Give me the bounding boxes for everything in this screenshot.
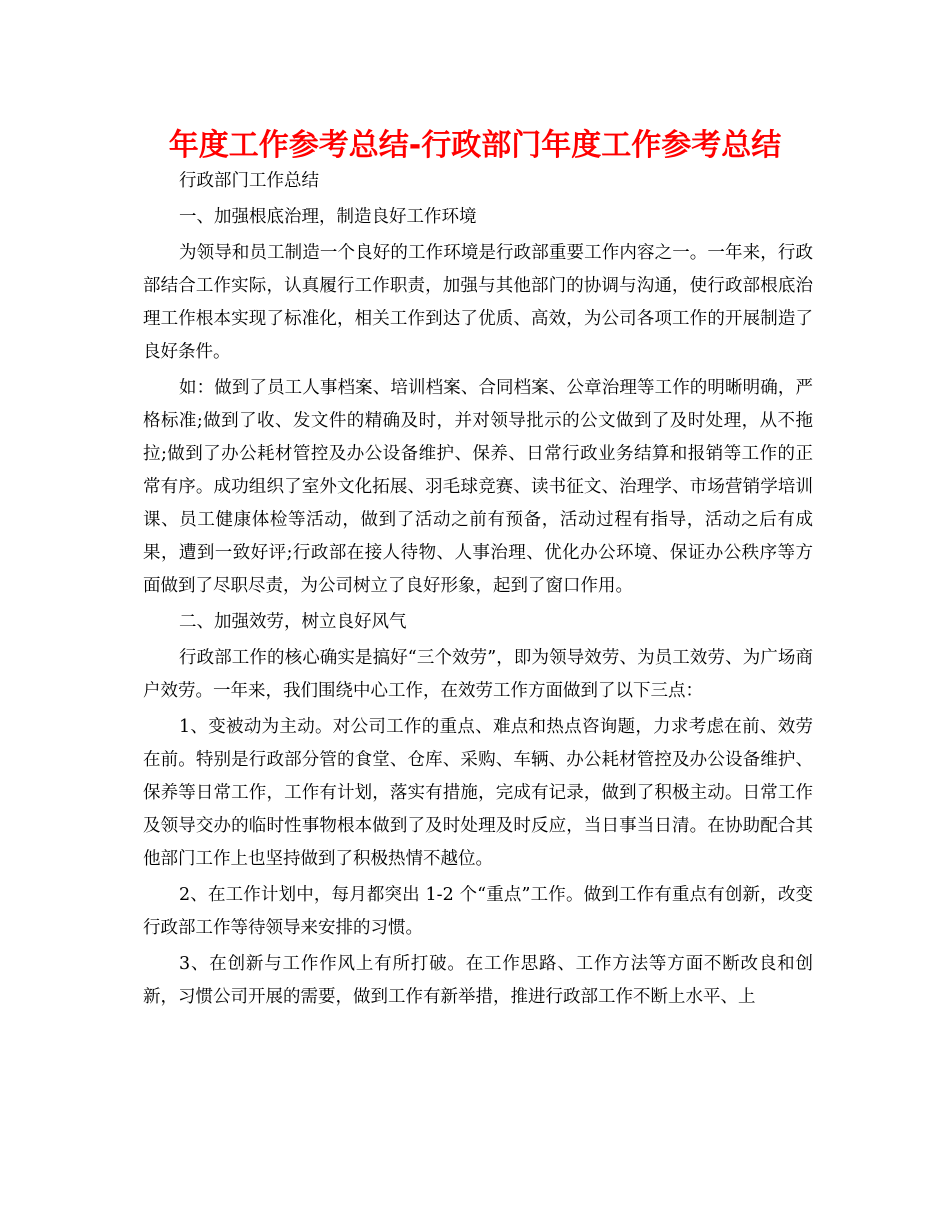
body-paragraph: 2、在工作计划中，每月都突出 1-2 个“重点”工作。做到工作有重点有创新，改变行政部工作等待领导来安排的习惯。 [143, 885, 813, 938]
body-paragraph: 如：做到了员工人事档案、培训档案、合同档案、公章治理等工作的明晰明确，严格标准;做到了收、发文件的精确及时，并对领导批示的公文做到了及时处理，从不拖拉;做到了办公耗材管控及办公设备维护、保养、日常行政业务结算和报销等工作的正常有序。成功组织了室外文化拓展、羽毛球竞赛、读书征文、治理学、市场营销学培训课、员工健康体检等活动，做到了活动之前有预备，活动过程有指导，活动之后有成果，遭到一致好评;行政部在接人待物、人事治理、优化办公环境、保证办公秩序等方面做到了尽职尽责，为公司树立了良好形象，起到了窗口作用。 [143, 378, 813, 596]
body-paragraph: 行政部工作的核心确实是搞好“三个效劳”，即为领导效劳、为员工效劳、为广场商户效劳。一年来，我们围绕中心工作，在效劳工作方面做到了以下三点： [143, 648, 813, 701]
body-paragraph: 3、在创新与工作作风上有所打破。在工作思路、工作方法等方面不断改良和创新，习惯公司开展的需要，做到工作有新举措，推进行政部工作不断上水平、上 [143, 954, 813, 1007]
section-heading: 行政部门工作总结 [179, 171, 319, 191]
body-paragraph: 1、变被动为主动。对公司工作的重点、难点和热点咨询题，力求考虑在前、效劳在前。特别是行政部分管的食堂、仓库、采购、车辆、办公耗材管控及办公设备维护、保养等日常工作，工作有计划，落实有措施，完成有记录，做到了积极主动。日常工作及领导交办的临时性事物根本做到了及时处理及时反应，当日事当日清。在协助配合其他部门工作上也坚持做到了积极热情不越位。 [143, 717, 813, 869]
body-paragraph: 为领导和员工制造一个良好的工作环境是行政部重要工作内容之一。一年来，行政部结合工作实际，认真履行工作职责，加强与其他部门的协调与沟通，使行政部根底治理工作根本实现了标准化，相关工作到达了优质、高效，为公司各项工作的开展制造了良好条件。 [143, 243, 813, 362]
document-title: 年度工作参考总结-行政部门年度工作参考总结 [168, 128, 782, 163]
subsection-heading: 二、加强效劳，树立良好风气 [179, 612, 407, 632]
document-body [143, 165, 813, 1014]
subsection-heading: 一、加强根底治理，制造良好工作环境 [179, 207, 477, 227]
